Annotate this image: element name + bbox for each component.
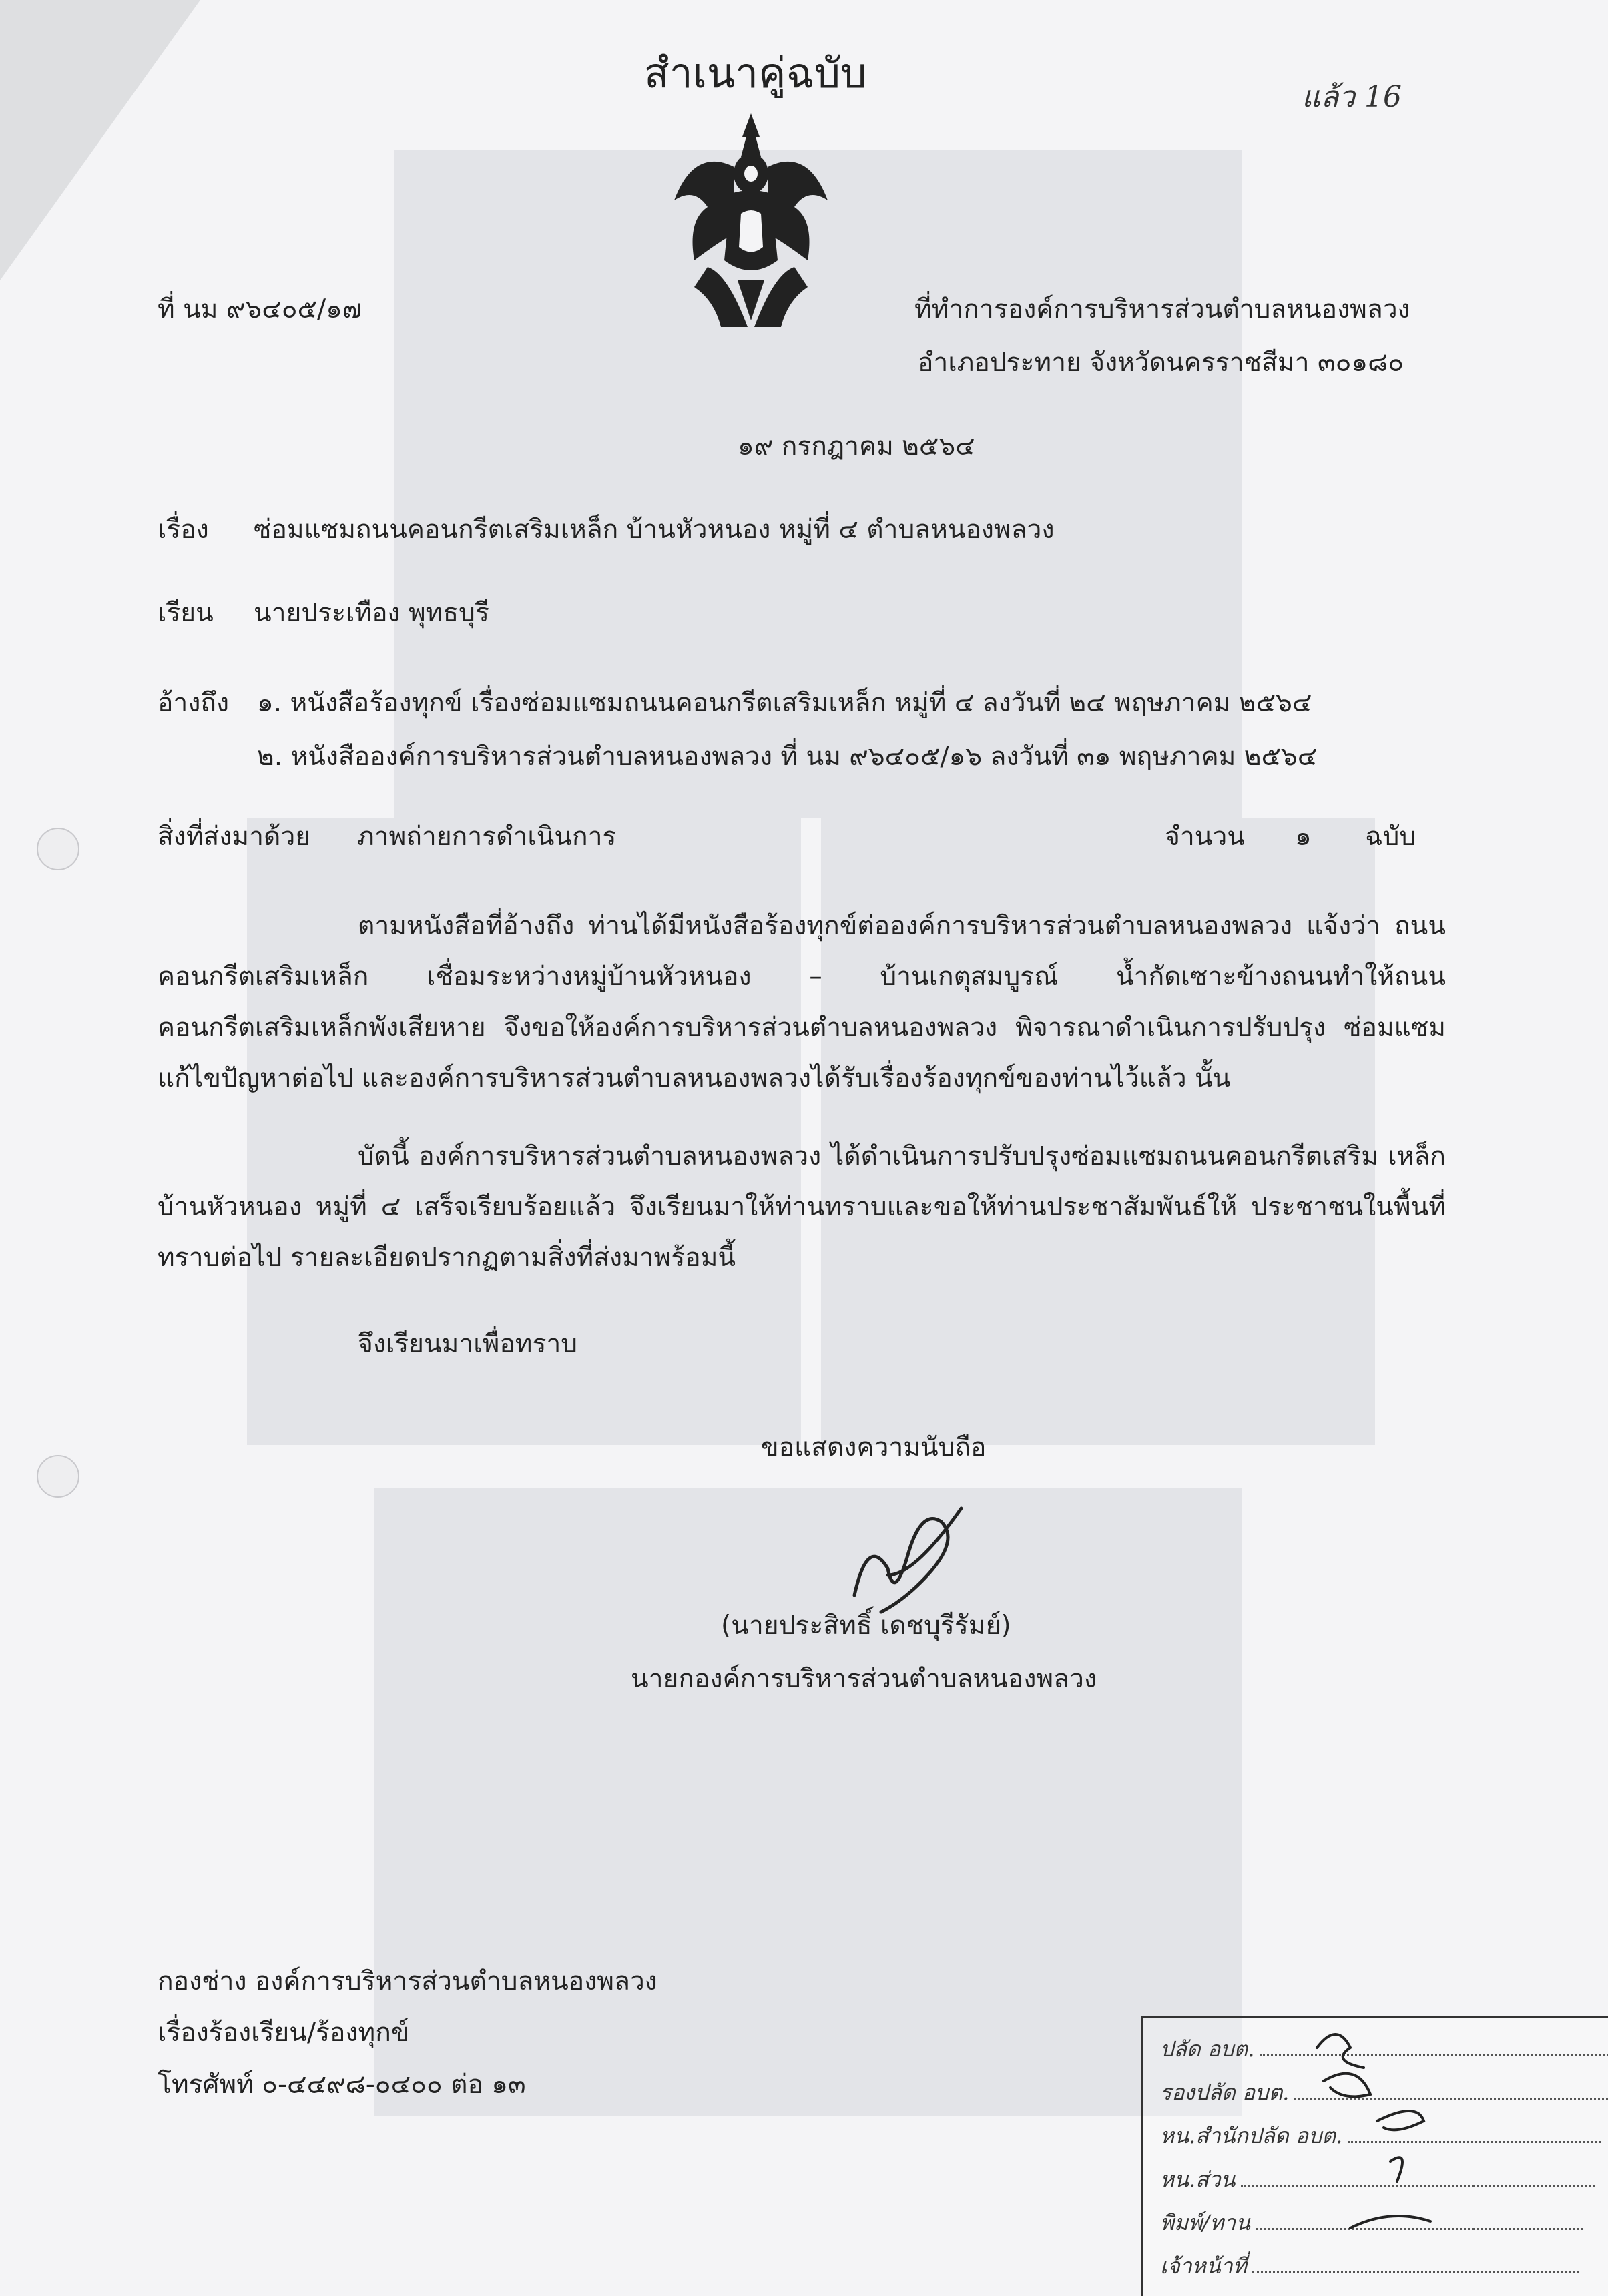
footer-phone: โทรศัพท์ ๐-๔๔๙๘-๐๔๐๐ ต่อ ๑๓ [158,2070,526,2100]
reference-number: ที่ นม ๙๖๔๐๕/๑๗ [158,294,362,324]
routing-stamp-box [1141,2016,1608,2296]
closing-phrase: ขอแสดงความนับถือ [761,1432,987,1462]
enclosure-label: สิ่งที่ส่งมาด้วย [158,822,311,852]
letter-date: ๑๙ กรกฎาคม ๒๕๖๔ [738,431,975,461]
initials-scribble-icon [1310,2021,1437,2241]
paragraph-text: บัดนี้ องค์การบริหารส่วนตำบลหนองพลวง ได้ดำเนินการปรับปรุงซ่อมแซมถนนคอนกรีตเสริม เหล็ก บ้านหัวหนอง หมู่ที่ ๔ เสร็จเรียบร้อยแล้ว จึงเรียนมาให้ท่านทราบและขอให้ท่านประชาสัมพันธ์ให้ ประชาชนในพื้นที่ทราบต่อไป รายละเอียดปรากฏตามสิ่งที่ส่งมาพร้อมนี้ [158,1141,1446,1273]
subject-label: เรื่อง [158,515,209,545]
garuda-emblem-icon [667,107,834,334]
paragraph-text: ตามหนังสือที่อ้างถึง ท่านได้มีหนังสือร้องทุกข์ต่อองค์การบริหารส่วนตำบลหนองพลวง แจ้งว่า ถนนคอนกรีตเสริมเหล็ก เชื่อมระหว่างหมู่บ้านหัวหนอง – บ้านเกตุสมบูรณ์ น้ำกัดเซาะข้างถนนทำให้ถนน คอนกรีตเสริมเหล็กพังเสียหาย จึงขอให้องค์การบริหารส่วนตำบลหนองพลวง พิจารณาดำเนินการปรับปรุง ซ่อมแซมแก้ไขปัญหาต่อไป และองค์การบริหารส่วนตำบลหนองพลวงได้รับเรื่องร้องทุกข์ของท่านไว้แล้ว นั้น [158,911,1446,1093]
subject-text: ซ่อมแซมถนนคอนกรีตเสริมเหล็ก บ้านหัวหนอง หมู่ที่ ๔ ตำบลหนองพลวง [254,515,1055,545]
signature-icon [841,1495,975,1622]
margin-hole [37,828,79,870]
enclosure-unit: ฉบับ [1365,822,1416,852]
routing-label: รองปลัด อบต. [1160,2080,1290,2105]
page-fold-shadow [0,0,200,280]
copy-stamp: สำเนาคู่ฉบับ [644,49,867,97]
office-address-line1: ที่ทำการองค์การบริหารส่วนตำบลหนองพลวง [914,294,1410,324]
enclosure-qty-label: จำนวน [1165,822,1245,852]
show-through-bottom [374,1488,1242,2116]
body-paragraph-2 [158,1131,1446,1283]
routing-label: หน.ส่วน [1160,2167,1236,2192]
routing-label: ปลัด อบต. [1160,2036,1255,2062]
routing-row [1160,2249,1579,2283]
reference-item: ๑. หนังสือร้องทุกข์ เรื่องซ่อมแซมถนนคอนกรีตเสริมเหล็ก หมู่ที่ ๔ ลงวันที่ ๒๔ พฤษภาคม ๒๕๖๔ [257,688,1312,718]
routing-label: พิมพ์/ทาน [1160,2210,1250,2235]
recipient-label: เรียน [158,598,214,628]
body-paragraph-1 [158,901,1446,1104]
enclosure-text: ภาพถ่ายการดำเนินการ [357,822,617,852]
footer-department: กองช่าง องค์การบริหารส่วนตำบลหนองพลวง [158,1966,657,1996]
recipient-name: นายประเทือง พุทธบุรี [254,598,489,628]
office-address-line2: อำเภอประทาย จังหวัดนครราชสีมา ๓๐๑๘๐ [918,348,1404,378]
reference-item: ๒. หนังสือองค์การบริหารส่วนตำบลหนองพลวง ที่ นม ๙๖๔๐๕/๑๖ ลงวันที่ ๓๑ พฤษภาคม ๒๕๖๔ [257,742,1318,772]
margin-hole [37,1455,79,1498]
routing-label: หน.สำนักปลัด อบต. [1160,2123,1343,2148]
routing-label: เจ้าหน้าที่ [1160,2253,1247,2279]
enclosure-qty: ๑ [1295,822,1312,852]
handwritten-note: แล้ว 16 [1302,80,1402,114]
footer-section: เรื่องร้องเรียน/ร้องทุกข์ [158,2018,409,2048]
signer-name: (นายประสิทธิ์ เดชบุรีรัมย์) [721,1611,1011,1641]
reference-label: อ้างถึง [158,688,230,718]
body-paragraph-3: จึงเรียนมาเพื่อทราบ [358,1329,578,1359]
signer-title: นายกองค์การบริหารส่วนตำบลหนองพลวง [631,1664,1097,1694]
